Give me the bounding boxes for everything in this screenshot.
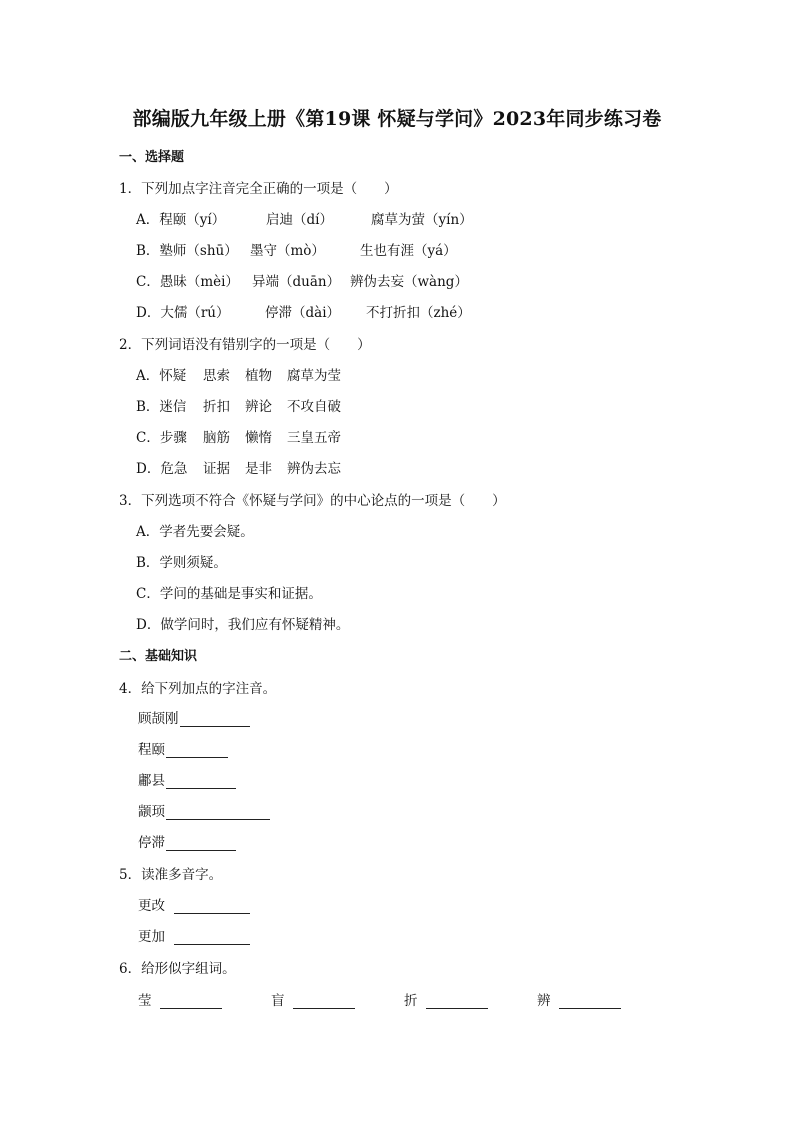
q2-option-b-word2: 折扣 [203,399,230,415]
answer-blank[interactable] [166,835,236,851]
section-heading-choice: 一、选择题 [119,150,185,165]
answer-blank[interactable] [160,993,222,1009]
q2-option-b-word1: B．迷信 [136,399,187,415]
q3-option-a: A．学者先要会疑。 [136,524,254,540]
q3-option-d: D．做学问时，我们应有怀疑精神。 [136,617,350,633]
question-6-stem: 6．给形似字组词。 [119,961,236,977]
q1-option-a-part1: A．程颐（yí） [136,212,226,228]
q1-option-c-part1: C．愚昧（mèi） [136,274,239,290]
q5-item-row [138,925,250,945]
answer-blank[interactable] [559,993,621,1009]
q6-item [404,989,488,1009]
q2-option-b-word3: 辨论 [245,399,272,415]
q4-item-row [138,707,250,727]
q2-option-c-word1: C．步骤 [136,430,187,446]
section-heading-basics: 二、基础知识 [119,649,198,664]
q2-option-d-word4: 辨伪去忘 [287,461,341,477]
q2-option-a-word1: A．怀疑 [136,368,187,384]
answer-blank[interactable] [166,742,228,758]
q1-option-b-part3: 生也有涯（yá） [360,243,457,259]
q1-option-c-part3: 辨伪去妄（wàng） [350,274,468,290]
q4-item-row [138,800,270,820]
q1-option-a-part3: 腐草为萤（yín） [371,212,473,228]
q2-option-a-word2: 思索 [203,368,230,384]
answer-blank[interactable] [174,898,250,914]
q5-item-row [138,894,250,914]
q4-item-label: 程颐 [138,742,165,758]
q2-option-a-word4: 腐草为莹 [287,368,341,384]
q4-item-label: 鄘县 [138,773,165,789]
q1-option-d-part3: 不打折扣（zhé） [366,305,471,321]
q1-option-d-part2: 停滞（dài） [265,305,341,321]
q2-option-c-word4: 三皇五帝 [287,430,341,446]
q4-item-label: 颛顼 [138,804,165,820]
q4-item-label: 停滞 [138,835,165,851]
q1-option-b-part1: B．塾师（shū） [136,243,238,259]
question-2-stem: 2．下列词语没有错别字的一项是（ ） [119,337,371,353]
q6-item-label: 莹 [138,993,152,1009]
question-3-stem: 3．下列选项不符合《怀疑与学问》的中心论点的一项是（ ） [119,493,506,509]
answer-blank[interactable] [180,711,250,727]
q2-option-d-word2: 证据 [203,461,230,477]
q2-option-d-word1: D．危急 [136,461,188,477]
answer-blank[interactable] [293,993,355,1009]
q6-item-label: 辨 [537,993,551,1009]
answer-blank[interactable] [166,773,236,789]
q2-option-c-word2: 脑筋 [203,430,230,446]
q2-option-d-word3: 是非 [245,461,272,477]
q4-item-label: 顾颉刚 [138,711,179,727]
q6-item [271,989,355,1009]
page-title: 部编版九年级上册《第19课 怀疑与学问》2023年同步练习卷 [132,108,662,130]
answer-blank[interactable] [174,929,250,945]
q6-item [537,989,621,1009]
q1-option-a-part2: 启迪（dí） [266,212,333,228]
q6-item [138,989,222,1009]
q2-option-a-word3: 植物 [245,368,272,384]
q2-option-b-word4: 不攻自破 [287,399,341,415]
q1-option-c-part2: 异端（duān） [252,274,341,290]
answer-blank[interactable] [426,993,488,1009]
q4-item-row [138,831,236,851]
q4-item-row [138,769,236,789]
question-5-stem: 5．读准多音字。 [119,867,223,883]
q3-option-c: C．学问的基础是事实和证据。 [136,586,322,602]
q6-item-label: 盲 [271,993,285,1009]
answer-blank[interactable] [166,804,270,820]
question-4-stem: 4．给下列加点的字注音。 [119,681,277,697]
q1-option-b-part2: 墨守（mò） [250,243,325,259]
q3-option-b: B．学则须疑。 [136,555,227,571]
q6-item-label: 折 [404,993,418,1009]
q5-item-label: 更加 [138,929,165,945]
q5-item-label: 更改 [138,898,165,914]
q1-option-d-part1: D．大儒（rú） [136,305,230,321]
q2-option-c-word3: 懒惰 [245,430,272,446]
question-1-stem: 1．下列加点字注音完全正确的一项是（ ） [119,181,398,197]
q4-item-row [138,738,228,758]
